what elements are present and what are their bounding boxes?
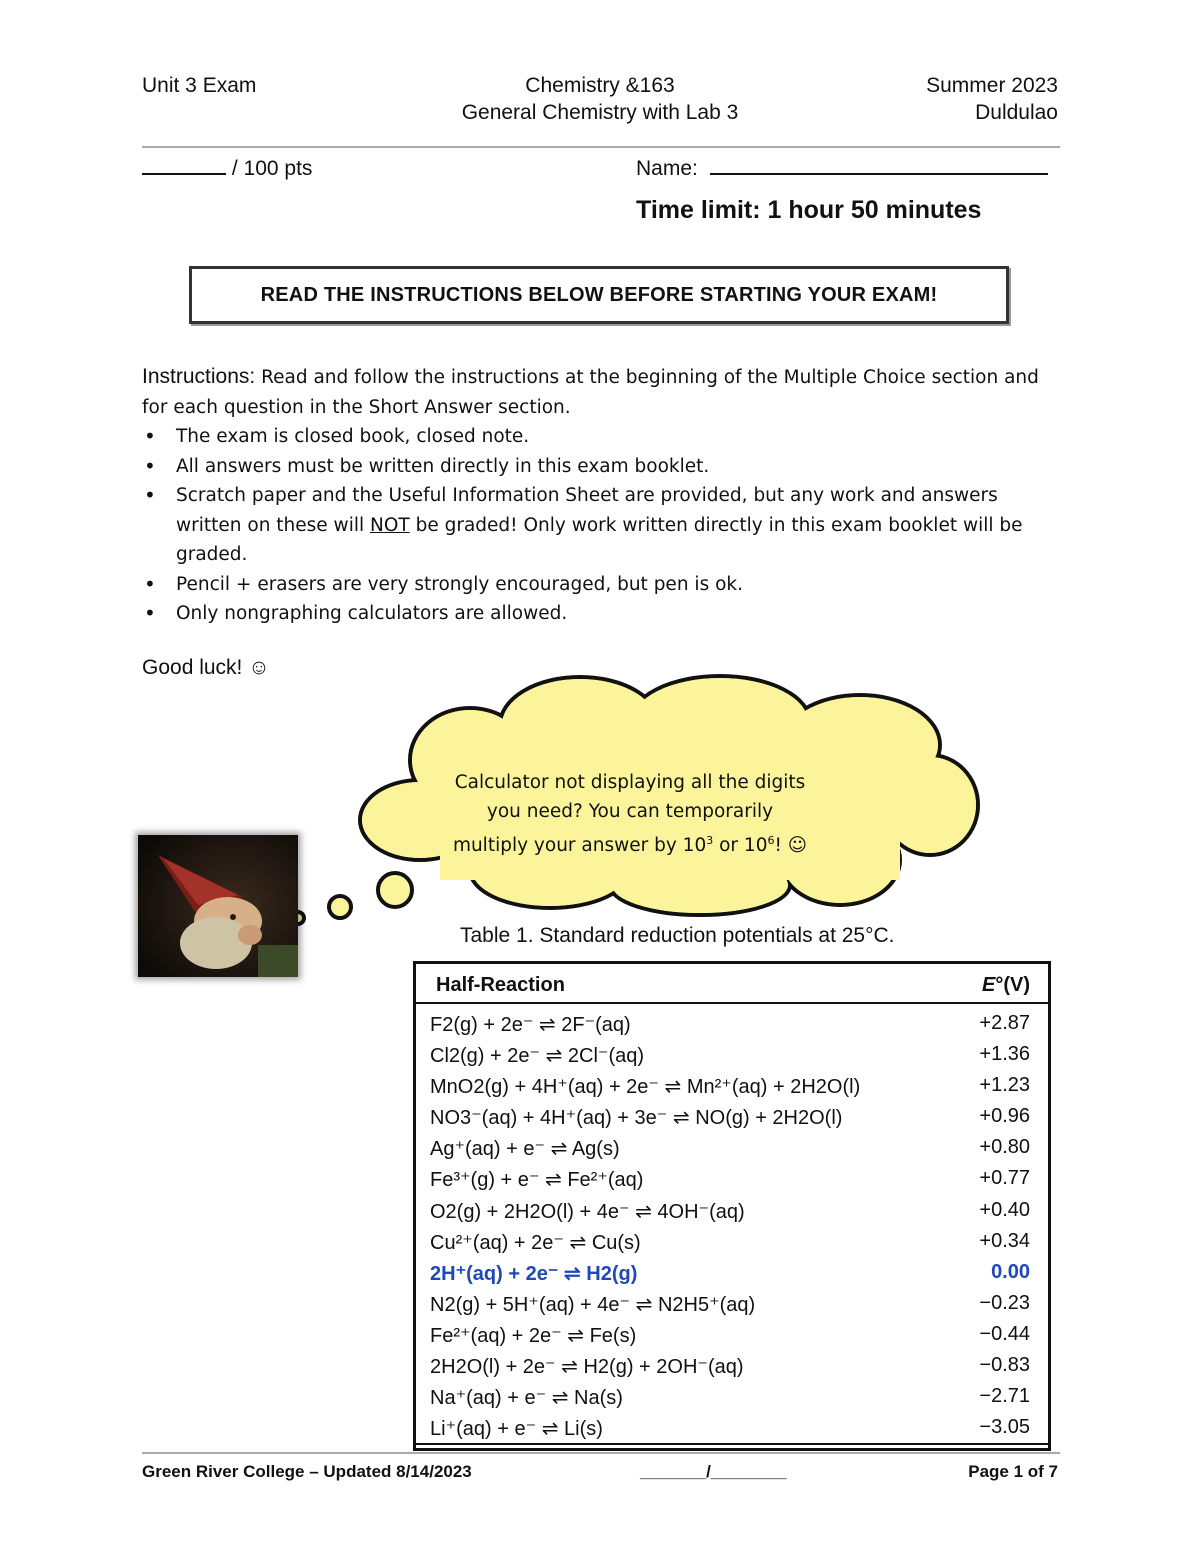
half-reaction: Cu²⁺(aq) + 2e⁻ ⇌ Cu(s) <box>430 1231 641 1254</box>
list-item: • The exam is closed book, closed note. <box>142 422 1062 452</box>
not-underlined: NOT <box>370 514 410 536</box>
half-reaction: MnO2(g) + 4H⁺(aq) + 2e⁻ ⇌ Mn²⁺(aq) + 2H2O(l) <box>430 1076 861 1099</box>
table-row <box>416 1195 1048 1226</box>
half-reaction: Na⁺(aq) + e⁻ ⇌ Na(s) <box>430 1387 623 1410</box>
potential-value: +2.87 <box>979 1012 1030 1034</box>
list-item: • Pencil + erasers are very strongly encouraged, but pen is ok. <box>142 570 1062 600</box>
footer-initials: _______/________ <box>640 1462 787 1481</box>
term: Summer 2023 <box>926 74 1058 97</box>
potential-value: −0.23 <box>979 1291 1030 1314</box>
header-left: Unit 3 Exam <box>142 74 257 97</box>
half-reaction: F2(g) + 2e⁻ ⇌ 2F⁻(aq) <box>430 1014 631 1036</box>
tip-line-2: you need? You can temporarily <box>486 801 774 822</box>
scratch-text-b: be graded! Only work written directly in this exam booklet will be graded. <box>176 514 1023 565</box>
instructions-lead: Instructions: <box>142 365 256 388</box>
half-reaction: Ag⁺(aq) + e⁻ ⇌ Ag(s) <box>430 1138 620 1161</box>
potential-value: 0.00 <box>991 1260 1030 1283</box>
table-row <box>416 1101 1048 1132</box>
course-name: General Chemistry with Lab 3 <box>461 101 739 124</box>
half-reaction: O2(g) + 2H2O(l) + 4e⁻ ⇌ 4OH⁻(aq) <box>430 1200 745 1223</box>
half-reaction: 2H⁺(aq) + 2e⁻ ⇌ H2(g) <box>430 1262 638 1285</box>
half-reaction: Cl2(g) + 2e⁻ ⇌ 2Cl⁻(aq) <box>430 1045 645 1068</box>
table-row <box>416 1350 1048 1381</box>
potential-value: +0.40 <box>979 1198 1030 1221</box>
table-caption: Table 1. Standard reduction potentials at 25°C. <box>460 924 895 947</box>
table-row <box>416 1039 1048 1070</box>
potential-value: +1.36 <box>979 1043 1030 1066</box>
instructions-intro-text: Read and follow the instructions at the beginning of the Multiple Choice section and for each question in the Short Answer section. <box>142 367 1039 418</box>
table-body <box>416 1008 1048 1443</box>
list-item: • Only nongraphing calculators are allowed. <box>142 599 1062 629</box>
half-reaction: N2(g) + 5H⁺(aq) + 4e⁻ ⇌ N2H5⁺(aq) <box>430 1293 756 1316</box>
footer-college: Green River College – Updated 8/14/2023 <box>142 1462 472 1481</box>
course-code: Chemistry &163 <box>525 74 675 97</box>
tip-line-3: multiply your answer by $10^3$ or $10^6$! ☺ <box>452 834 808 857</box>
potential-value: +0.34 <box>979 1229 1030 1252</box>
table-row <box>416 1132 1048 1163</box>
potential-value: −3.05 <box>979 1416 1030 1439</box>
footer-divider <box>142 1452 1060 1454</box>
thought-bubbles <box>292 873 412 924</box>
half-reaction: NO3⁻(aq) + 4H⁺(aq) + 3e⁻ ⇌ NO(g) + 2H2O(l) <box>430 1107 843 1130</box>
calculator-tip <box>430 768 830 860</box>
potential-value: +0.77 <box>979 1167 1030 1190</box>
potential-value: −2.71 <box>979 1385 1030 1408</box>
table-row <box>416 1381 1048 1412</box>
scratch-text-a: Scratch paper and the Useful Information Sheet are provided, but any work and answers written on these will <box>176 485 998 536</box>
table-row <box>416 1412 1048 1443</box>
table-row <box>416 1319 1048 1350</box>
half-reaction: Fe³⁺(g) + e⁻ ⇌ Fe²⁺(aq) <box>430 1169 644 1192</box>
time-limit: Time limit: 1 hour 50 minutes <box>636 196 982 224</box>
half-reaction: 2H2O(l) + 2e⁻ ⇌ H2(g) + 2OH⁻(aq) <box>430 1356 744 1379</box>
score-suffix: / 100 pts <box>231 157 313 180</box>
name-label: Name: <box>636 157 698 180</box>
potential-value: +1.23 <box>979 1074 1030 1097</box>
potential-value: +0.96 <box>979 1105 1030 1128</box>
table-row <box>416 1070 1048 1101</box>
potential-value: −0.44 <box>979 1322 1030 1345</box>
gnome-photo <box>138 835 298 977</box>
potential-value: +0.80 <box>979 1136 1030 1159</box>
col-header-potential: E°(V) <box>981 974 1030 996</box>
instructor: Duldulao <box>975 101 1058 124</box>
table-header <box>416 964 1048 1004</box>
table-bottom-rule <box>416 1443 1048 1445</box>
table-row <box>416 1226 1048 1257</box>
good-luck: Good luck! ☺ <box>142 656 270 679</box>
reduction-potentials-table <box>413 961 1051 1451</box>
list-item: • All answers must be written directly in this exam booklet. <box>142 452 1062 482</box>
table-row <box>416 1288 1048 1319</box>
potential-value: −0.83 <box>979 1354 1030 1377</box>
table-row <box>416 1163 1048 1194</box>
table-row <box>416 1008 1048 1039</box>
col-header-reaction: Half-Reaction <box>436 974 565 996</box>
page-number: Page 1 of 7 <box>968 1462 1058 1481</box>
half-reaction: Fe²⁺(aq) + 2e⁻ ⇌ Fe(s) <box>430 1324 637 1347</box>
table-row <box>416 1257 1048 1288</box>
half-reaction: Li⁺(aq) + e⁻ ⇌ Li(s) <box>430 1418 603 1441</box>
warning-text: READ THE INSTRUCTIONS BELOW BEFORE STARTING YOUR EXAM! <box>260 283 938 306</box>
tip-line-1: Calculator not displaying all the digits <box>454 772 806 793</box>
